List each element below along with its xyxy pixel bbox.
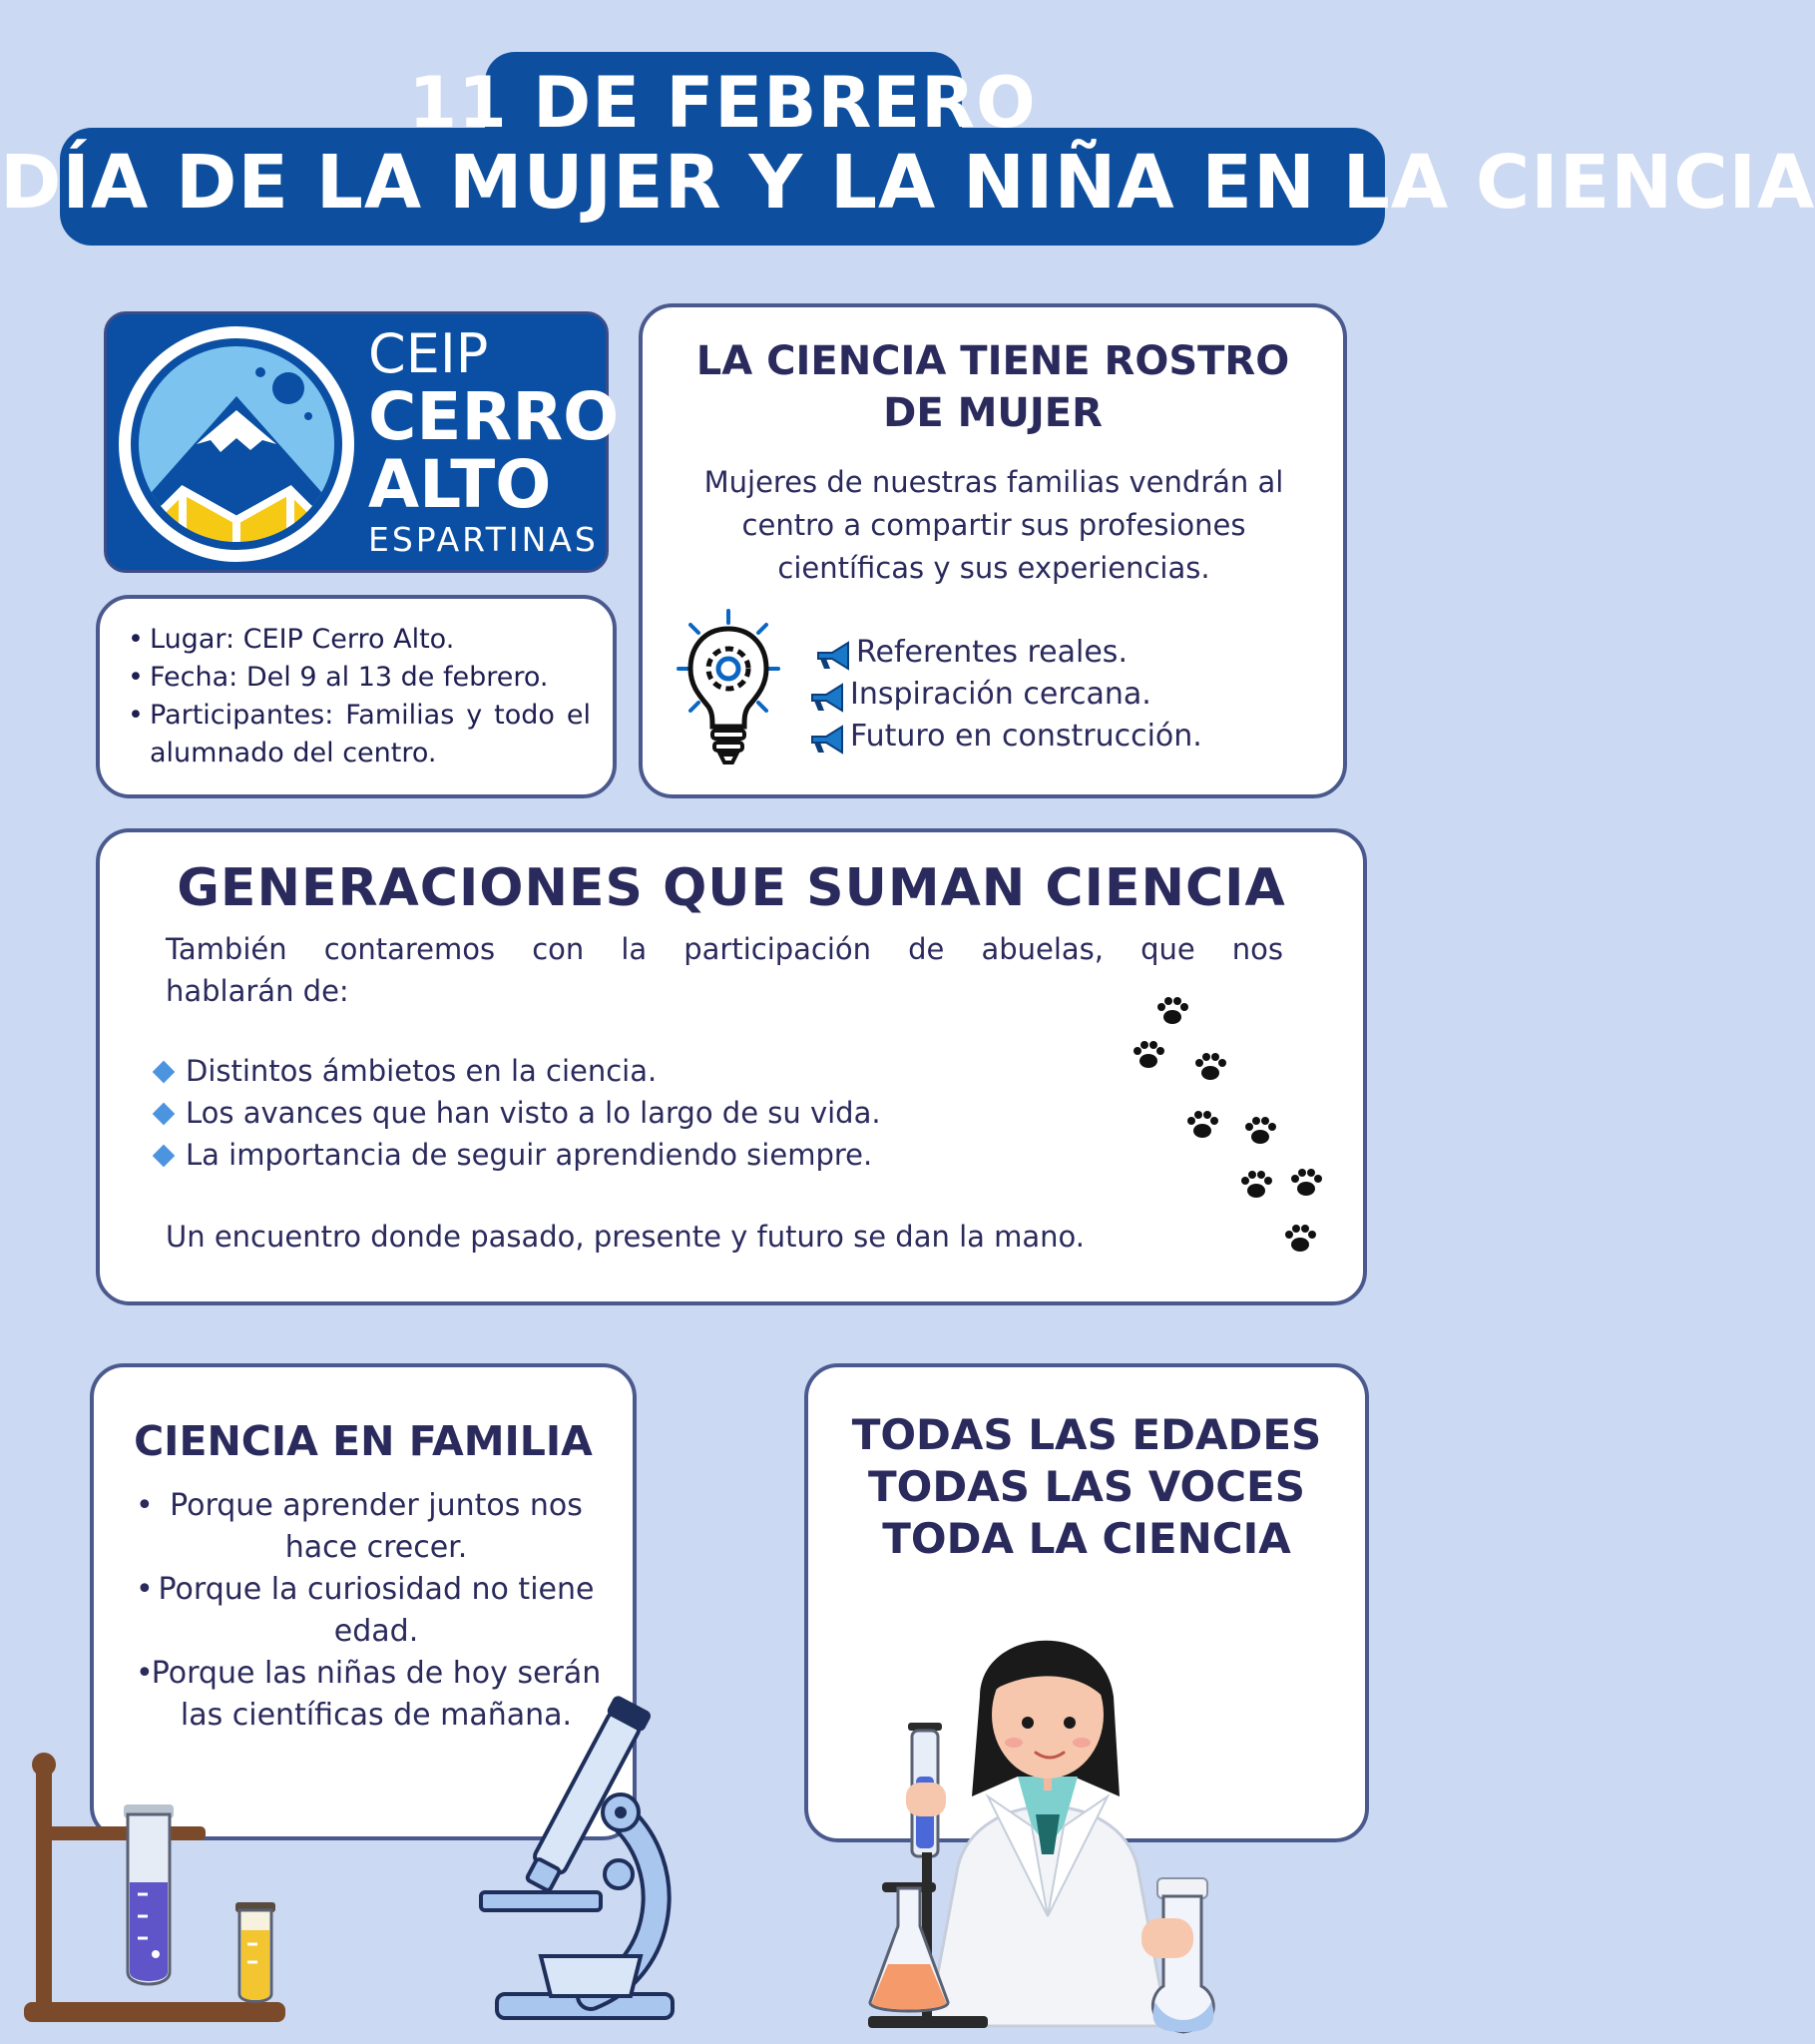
generaciones-item-3 — [186, 1138, 872, 1172]
logo-espartinas: ESPARTINAS — [368, 520, 599, 559]
point-row-1 — [812, 635, 1331, 677]
generaciones-item-2 — [186, 1096, 881, 1130]
generaciones-title: GENERACIONES QUE SUMAN CIENCIA — [177, 858, 1286, 918]
page-title: DÍA DE LA MUJER Y LA NIÑA EN LA CIENCIA — [0, 140, 1815, 226]
ciencia-title: LA CIENCIA TIENE ROSTRO DE MUJER — [695, 338, 1290, 436]
edades-line2: TODAS LAS VOCES — [868, 1462, 1305, 1511]
edades-line1: TODAS LAS EDADES — [851, 1410, 1322, 1459]
paw-print-icon — [1243, 1114, 1277, 1148]
lightbulb-gear-icon — [677, 607, 780, 768]
edades-title — [808, 1409, 1365, 1565]
mountain-emblem-icon — [113, 320, 360, 568]
diamond-bullet-icon — [153, 1145, 176, 1168]
familia-item-3: • Porque las niñas de hoy serán las científicas de mañana. — [128, 1653, 607, 1737]
info-list — [124, 621, 591, 772]
paw-print-icon — [1283, 1222, 1317, 1256]
diamond-bullet-icon — [153, 1103, 176, 1126]
generaciones-item-text: Los avances que han visto a lo largo de su vida. — [186, 1096, 881, 1130]
paw-print-icon — [1155, 994, 1189, 1028]
generaciones-intro-line1: También contaremos con la participación de abuelas, que nos — [166, 932, 1283, 966]
ciencia-text: Mujeres de nuestras familias vendrán al centro a compartir sus profesiones científicas y sus experiencias. — [703, 465, 1284, 585]
paw-print-icon — [1239, 1168, 1273, 1202]
logo-ceip: CEIP — [368, 322, 489, 385]
generaciones-intro — [166, 928, 1283, 1012]
edades-line3: TODA LA CIENCIA — [882, 1514, 1291, 1563]
info-card — [96, 595, 617, 798]
info-participants: • Participantes: Familias y todo el alumnado del centro. — [124, 697, 591, 772]
generaciones-outro: Un encuentro donde pasado, presente y futuro se dan la mano. — [166, 1220, 1085, 1254]
paw-print-icon — [1193, 1050, 1227, 1084]
generaciones-item-1 — [186, 1054, 657, 1088]
familia-item-2: • Porque la curiosidad no tiene edad. — [128, 1569, 607, 1653]
point-text-2: Inspiración cercana. — [850, 677, 1151, 712]
megaphone-icon — [806, 683, 846, 713]
scientist-illustration — [868, 1587, 1327, 2036]
diamond-bullet-icon — [153, 1061, 176, 1084]
generaciones-intro-line2: hablarán de: — [166, 974, 349, 1008]
paw-print-icon — [1289, 1166, 1323, 1200]
paw-print-icon — [1132, 1038, 1165, 1072]
point-row-2 — [806, 677, 1325, 719]
lab-stand-illustration — [20, 1755, 299, 2034]
info-place: • Lugar: CEIP Cerro Alto. — [124, 621, 591, 659]
info-date: • Fecha: Del 9 al 13 de febrero. — [124, 659, 591, 697]
generaciones-item-text: Distintos ámbietos en la ciencia. — [186, 1054, 658, 1088]
generaciones-card — [96, 828, 1367, 1305]
point-text-1: Referentes reales. — [856, 635, 1128, 670]
generaciones-item-text: La importancia de seguir aprendiendo siempre. — [186, 1138, 873, 1172]
header-date: 11 DE FEBRERO — [408, 62, 1037, 144]
microscope-illustration — [471, 1697, 690, 2026]
familia-title: CIENCIA EN FAMILIA — [134, 1417, 593, 1465]
point-text-3: Futuro en construcción. — [850, 719, 1202, 754]
paw-print-icon — [1185, 1108, 1219, 1142]
familia-item-1: • Porque aprender juntos nos hace crecer. — [128, 1485, 607, 1569]
point-row-3 — [806, 719, 1325, 761]
school-logo — [104, 311, 620, 573]
ciencia-card — [639, 303, 1347, 798]
megaphone-icon — [806, 725, 846, 755]
megaphone-icon — [812, 641, 852, 671]
logo-alto: ALTO — [368, 446, 552, 523]
logo-cerro: CERRO — [368, 378, 620, 455]
